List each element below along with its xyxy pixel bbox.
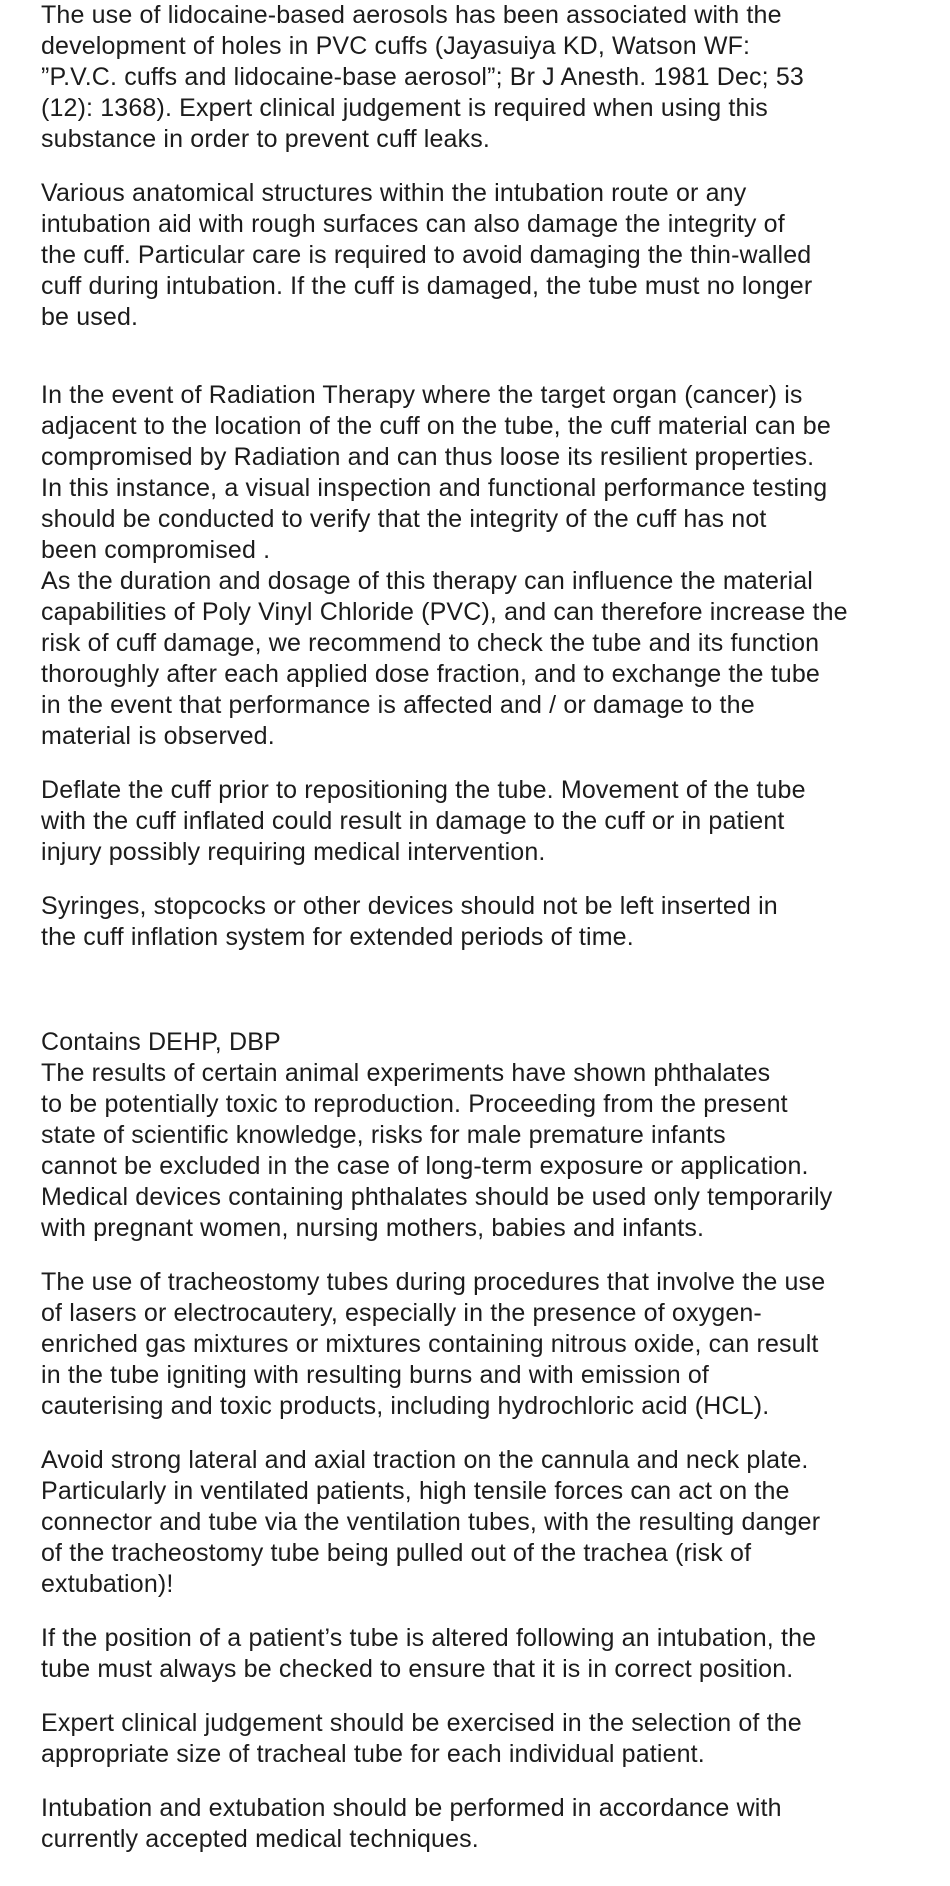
paragraph-therapy-duration: As the duration and dosage of this therapy can influence the material capabilities of Poly Vinyl Chloride (PVC), and can therefore increase the risk of cuff damage, we recommend to check the tube and its function thoroughly after each applied dose fraction, and to exchange the tube in the event that performance is affected and / or damage to the material is observed.	[41, 567, 848, 750]
paragraph-contains-dehp-dbp: Contains DEHP, DBP The results of certain animal experiments have shown phthalates to be potentially toxic to reproduction. Proceeding from the present state of scientific knowledge, risks for male premature infants cannot be excluded in the case of long-term exposure or application. Medical devices containing phthalates should be used only temporarily with pregnant women, nursing mothers, babies and infants.	[41, 1028, 833, 1242]
paragraph-intubation-technique: Intubation and extubation should be performed in accordance with currently accepted medical techniques.	[41, 1794, 782, 1853]
paragraph-tube-size-selection: Expert clinical judgement should be exercised in the selection of the appropriate size of tracheal tube for each individual patient.	[41, 1709, 802, 1768]
paragraph-tube-position-check: If the position of a patient’s tube is altered following an intubation, the tube must always be checked to ensure that it is in correct position.	[41, 1624, 817, 1683]
paragraph-lidocaine-aerosols: The use of lidocaine-based aerosols has been associated with the development of holes in PVC cuffs (Jayasuiya KD, Watson WF: ”P.V.C. cuffs and lidocaine-base aerosol”; Br J Anesth. 1981 Dec; 53 (12): 1368). Expert clinical judgement is required when using this substance in order to prevent cuff leaks.	[41, 1, 804, 153]
paragraph-deflate-cuff: Deflate the cuff prior to repositioning the tube. Movement of the tube with the cuff inflated could result in damage to the cuff or in patient injury possibly requiring medical intervention.	[41, 776, 806, 866]
paragraph-radiation-therapy: In the event of Radiation Therapy where the target organ (cancer) is adjacent to the location of the cuff on the tube, the cuff material can be compromised by Radiation and can thus loose its resilient properties. In this instance, a visual inspection and functional performance testing should be conducted to verify that the integrity of the cuff has not been compromised .	[41, 381, 831, 564]
paragraph-anatomical-structures: Various anatomical structures within the intubation route or any intubation aid with rough surfaces can also damage the integrity of the cuff. Particular care is required to avoid damaging the thin-walled cuff during intubation. If the cuff is damaged, the tube must no longer be used.	[41, 179, 813, 331]
paragraph-syringes-stopcocks: Syringes, stopcocks or other devices should not be left inserted in the cuff inflation system for extended periods of time.	[41, 892, 778, 951]
document-body	[41, 0, 941, 1878]
paragraph-lasers-electrocautery: The use of tracheostomy tubes during procedures that involve the use of lasers or electrocautery, especially in the presence of oxygen- enriched gas mixtures or mixtures containing nitrous oxide, can result in the tube igniting with resulting burns and with emission of cauterising and toxic products, including hydrochloric acid (HCL).	[41, 1268, 826, 1420]
paragraph-traction-warning: Avoid strong lateral and axial traction on the cannula and neck plate. Particularly in ventilated patients, high tensile forces can act on the connector and tube via the ventilation tubes, with the resulting danger of the tracheostomy tube being pulled out of the trachea (risk of extubation)!	[41, 1446, 821, 1598]
